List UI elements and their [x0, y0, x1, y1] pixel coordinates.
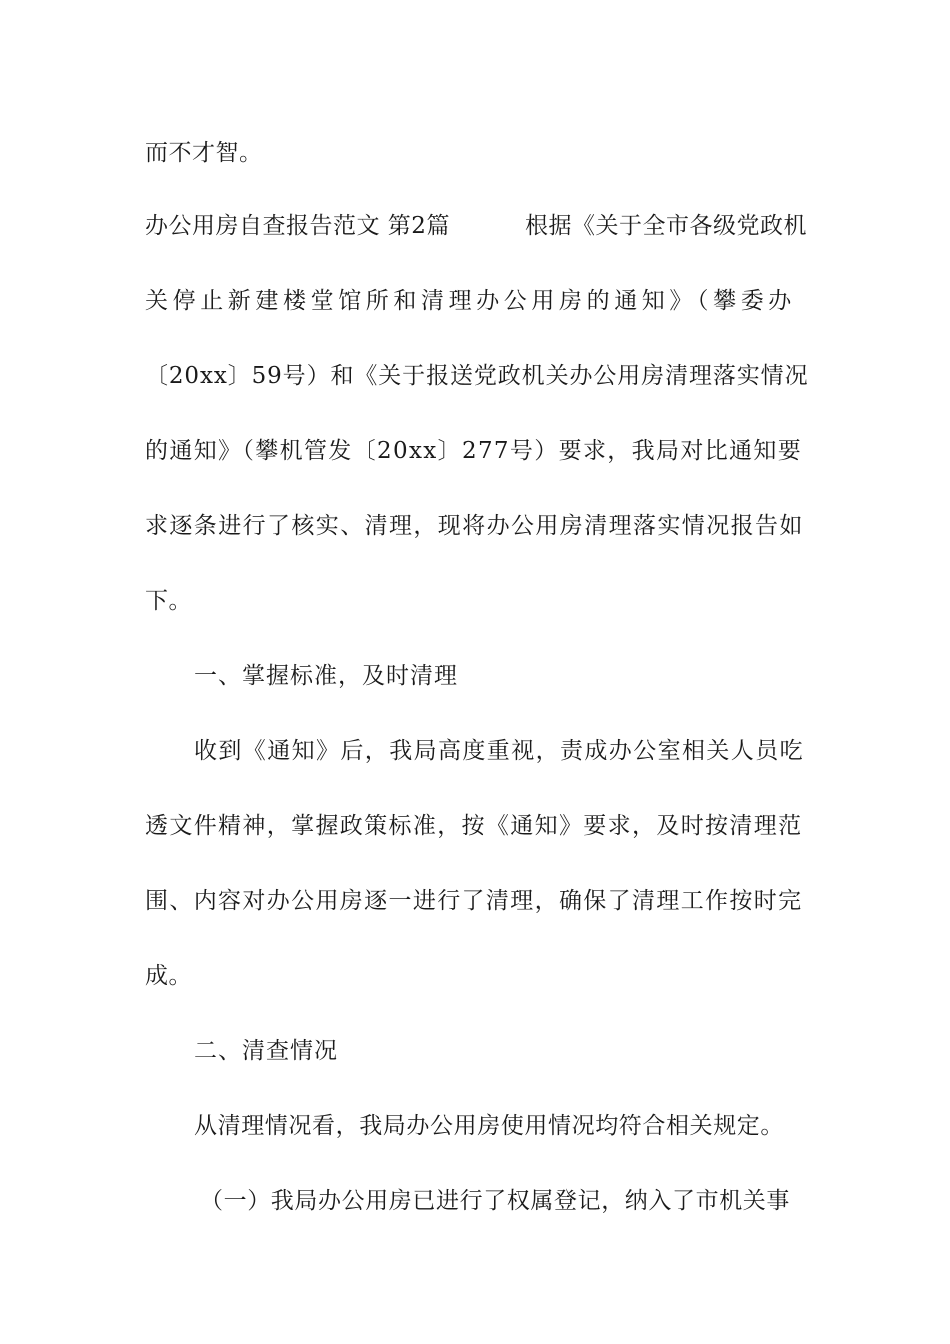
- line-text: 透文件精神，掌握政策标准，按《通知》要求，及时按清理范: [145, 813, 803, 839]
- line-text: 成。: [145, 963, 192, 989]
- subheading-text: 一、掌握标准，及时清理: [194, 663, 458, 689]
- subheading-1: [194, 661, 856, 691]
- paragraph-line: [145, 361, 807, 391]
- paragraph-line: [145, 586, 807, 616]
- line-text: 的通知》（攀机管发〔20xx〕277号）要求，我局对比通知要: [145, 438, 803, 464]
- paragraph-line: [145, 286, 807, 316]
- line-text: 〔20xx〕59号）和《关于报送党政机关办公用房清理落实情况: [145, 363, 809, 389]
- section-heading-line: [145, 211, 807, 241]
- paragraph-line: [194, 1111, 807, 1141]
- line-text: 收到《通知》后，我局高度重视，责成办公室相关人员吃: [194, 738, 804, 764]
- line-text: 关停止新建楼堂馆所和清理办公用房的通知》（攀委办: [145, 288, 796, 314]
- line-text: 求逐条进行了核实、清理，现将办公用房清理落实情况报告如: [145, 513, 804, 539]
- paragraph-line: [194, 736, 807, 766]
- section-title: 办公用房自查报告范文 第2篇: [145, 213, 450, 239]
- line-text: 而不才智。: [145, 140, 263, 166]
- line-text: 围、内容对办公用房逐一进行了清理，确保了清理工作按时完: [145, 888, 803, 914]
- paragraph-line: [200, 1186, 807, 1216]
- paragraph-line: [145, 436, 807, 466]
- paragraph-line: [145, 138, 807, 168]
- paragraph-line: [145, 886, 807, 916]
- line-text: （一）我局办公用房已进行了权属登记，纳入了市机关事: [200, 1188, 790, 1214]
- subheading-2: [194, 1036, 856, 1066]
- line-text: 根据《关于全市各级党政机: [525, 213, 807, 239]
- line-text: 下。: [145, 588, 192, 614]
- line-text: 从清理情况看，我局办公用房使用情况均符合相关规定。: [194, 1113, 784, 1139]
- paragraph-line: [145, 811, 807, 841]
- paragraph-line: [145, 961, 807, 991]
- paragraph-line: [145, 511, 807, 541]
- subheading-text: 二、清查情况: [194, 1038, 338, 1064]
